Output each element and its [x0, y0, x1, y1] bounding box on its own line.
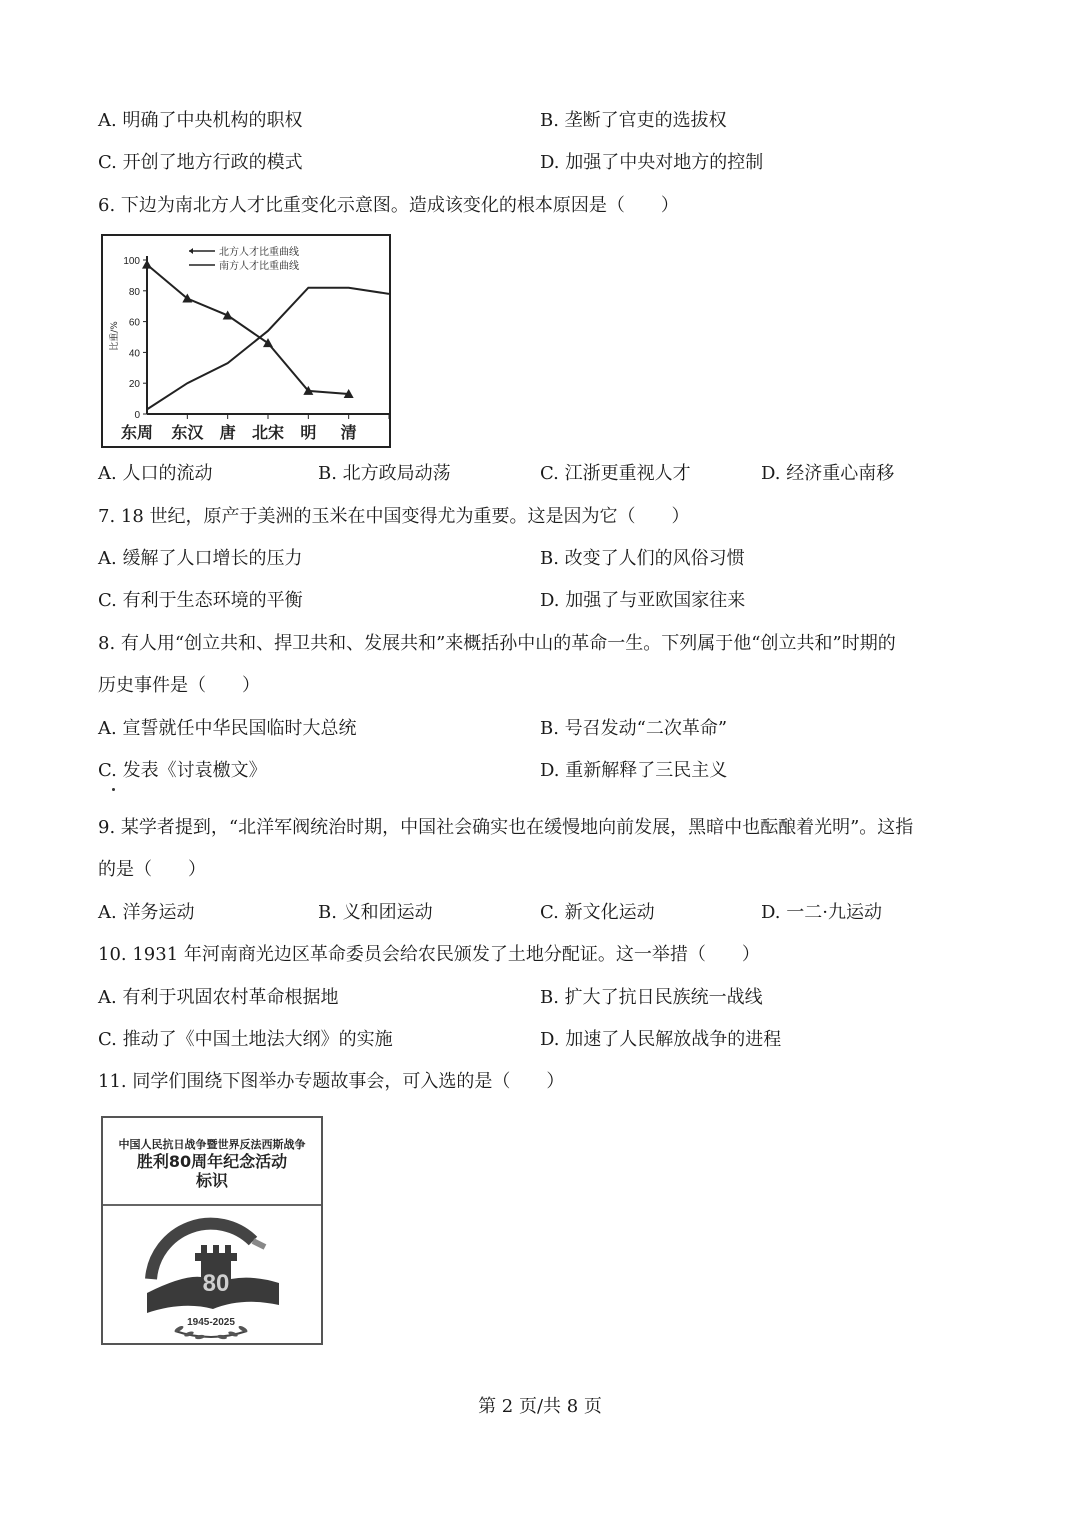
great-wall-emblem-icon: [103, 1205, 321, 1344]
q7-option-b: B. 改变了人们的风俗习惯: [540, 548, 745, 569]
chart-svg: [103, 236, 389, 446]
q9-option-b: B. 义和团运动: [318, 902, 433, 923]
north-data-point: [263, 338, 273, 347]
series-line-north: [147, 265, 349, 394]
logo-years: 1945-2025: [187, 1317, 235, 1328]
q10-option-c: C. 推动了《中国土地法大纲》的实施: [98, 1029, 393, 1050]
q8-option-a: A. 宣誓就任中华民国临时大总统: [98, 718, 357, 739]
q7-option-c: C. 有利于生态环境的平衡: [98, 590, 303, 611]
q5-option-b: B. 垄断了官吏的选拔权: [540, 110, 727, 131]
q10-stem: 10. 1931 年河南商光边区革命委员会给农民颁发了土地分配证。这一举措（ ）: [98, 944, 760, 965]
q5-option-a: A. 明确了中央机构的职权: [98, 110, 303, 131]
q6-stem: 6. 下边为南北方人才比重变化示意图。造成该变化的根本原因是（ ）: [98, 195, 679, 216]
y-tick-label: 0: [134, 410, 140, 421]
q5-option-c: C. 开创了地方行政的模式: [98, 152, 303, 173]
logo-caption: [103, 1118, 321, 1206]
q9-option-a: A. 洋务运动: [98, 902, 195, 923]
legend-north-label: 北方人才比重曲线: [219, 247, 299, 258]
q7-stem: 7. 18 世纪，原产于美洲的玉米在中国变得尤为重要。这是因为它（ ）: [98, 506, 690, 527]
q6-option-a: A. 人口的流动: [98, 463, 213, 484]
q8-option-b: B. 号召发动“二次革命”: [540, 718, 728, 739]
logo-caption-line3: 标识: [195, 1171, 228, 1190]
q10-option-d: D. 加速了人民解放战争的进程: [540, 1029, 782, 1050]
logo-number: 80: [202, 1270, 230, 1297]
y-axis-label: 比重/%: [110, 321, 120, 351]
q8-option-c: C. 发表《讨袁檄文》: [98, 760, 267, 781]
x-tick-label: 清: [340, 423, 357, 442]
y-tick-label: 60: [128, 317, 140, 329]
q9-stem-line2: 的是（ ）: [98, 859, 206, 880]
logo-caption-line1: 中国人民抗日战争暨世界反法西斯战争: [118, 1138, 306, 1151]
talent-ratio-chart: [101, 234, 391, 448]
q8-option-d: D. 重新解释了三民主义: [540, 760, 728, 781]
q10-option-a: A. 有利于巩固农村革命根据地: [98, 987, 339, 1008]
legend-south-label: 南方人才比重曲线: [219, 261, 299, 272]
north-data-point: [142, 260, 152, 269]
scan-speck: [112, 788, 115, 791]
q9-option-c: C. 新文化运动: [540, 902, 655, 923]
q8-stem-line1: 8. 有人用“创立共和、捍卫共和、发展共和”来概括孙中山的革命一生。下列属于他“创立共和”时期的: [98, 633, 896, 654]
legend-north-marker: [189, 248, 193, 254]
series-line-south: [147, 288, 389, 410]
y-tick-label: 100: [123, 256, 140, 267]
x-tick-label: 东周: [120, 423, 154, 442]
x-tick-label: 北宋: [251, 423, 285, 442]
x-tick-label: 东汉: [171, 423, 204, 442]
anniversary-logo-figure: [101, 1116, 323, 1345]
q9-option-d: D. 一二·九运动: [761, 902, 882, 923]
page-footer: 第 2 页/共 8 页: [478, 1396, 602, 1417]
y-tick-label: 20: [128, 379, 140, 391]
x-tick-label: 唐: [219, 423, 236, 442]
q7-option-d: D. 加强了与亚欧国家往来: [540, 590, 746, 611]
q10-option-b: B. 扩大了抗日民族统一战线: [540, 987, 763, 1008]
q9-stem-line1: 9. 某学者提到，“北洋军阀统治时期，中国社会确实也在缓慢地向前发展，黑暗中也酝酿着光明”。这指: [98, 817, 914, 838]
q7-option-a: A. 缓解了人口增长的压力: [98, 548, 303, 569]
x-tick-label: 明: [300, 423, 317, 442]
q6-option-d: D. 经济重心南移: [761, 463, 895, 484]
y-tick-label: 80: [128, 286, 140, 298]
q8-stem-line2: 历史事件是（ ）: [98, 675, 260, 696]
q6-option-b: B. 北方政局动荡: [318, 463, 451, 484]
logo-caption-line2: 胜利80周年纪念活动: [136, 1152, 288, 1171]
q5-option-d: D. 加强了中央对地方的控制: [540, 152, 764, 173]
y-tick-label: 40: [128, 348, 140, 360]
q6-option-c: C. 江浙更重视人才: [540, 463, 691, 484]
q11-stem: 11. 同学们围绕下图举办专题故事会，可入选的是（ ）: [98, 1071, 565, 1092]
